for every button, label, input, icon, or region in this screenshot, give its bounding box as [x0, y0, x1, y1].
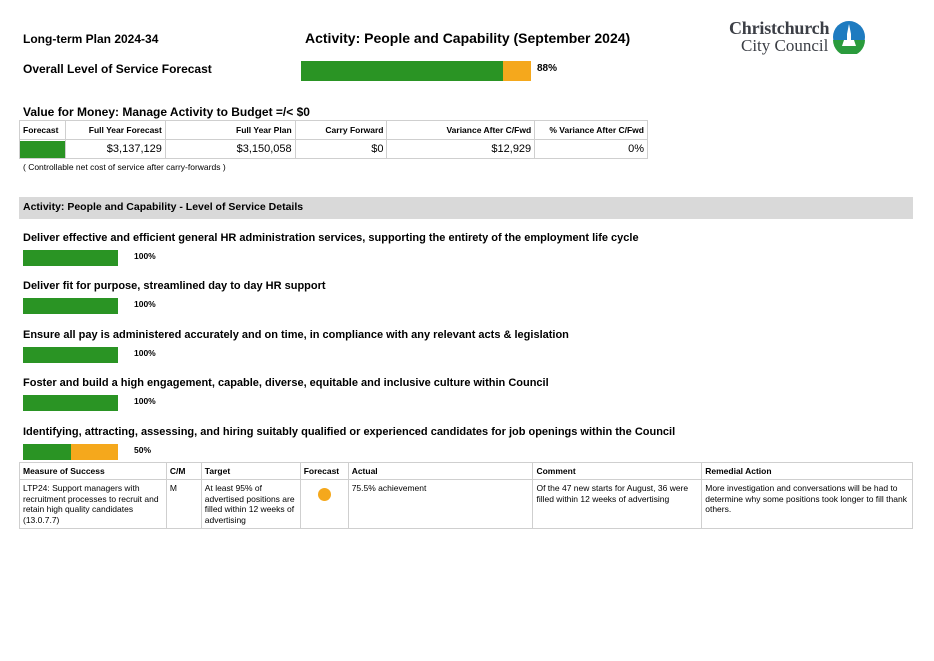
- column-header: Remedial Action: [702, 463, 913, 480]
- service-progress-bar: [23, 395, 118, 411]
- carry-forward: $0: [295, 140, 387, 159]
- progress-achieved: [23, 395, 118, 411]
- cm-value: M: [166, 480, 201, 529]
- budget-row: [20, 140, 648, 159]
- overall-progress-bar: [301, 61, 531, 81]
- full-year-forecast: $3,137,129: [65, 140, 165, 159]
- column-header: % Variance After C/Fwd: [535, 121, 648, 140]
- service-percent: 100%: [134, 299, 156, 309]
- column-header: Actual: [348, 463, 533, 480]
- council-logo: [727, 18, 869, 58]
- forecast-status-cell: [20, 140, 66, 159]
- progress-remaining: [71, 444, 119, 460]
- budget-note: ( Controllable net cost of service after carry-forwards ): [23, 162, 226, 172]
- column-header: Full Year Forecast: [65, 121, 165, 140]
- comment: Of the 47 new starts for August, 36 were filled within 12 weeks of advertising: [533, 480, 702, 529]
- service-progress-bar: [23, 250, 118, 266]
- actual: 75.5% achievement: [348, 480, 533, 529]
- budget-table: [19, 120, 648, 159]
- service-title: Foster and build a high engagement, capable, diverse, equitable and inclusive culture within Council: [23, 377, 549, 389]
- progress-achieved: [23, 250, 118, 266]
- service-title: Deliver effective and efficient general HR administration services, supporting the entirety of the employment life cycle: [23, 232, 639, 244]
- budget-header-row: [20, 121, 648, 140]
- column-header: C/M: [166, 463, 201, 480]
- service-progress-bar: [23, 444, 118, 460]
- service-title: Deliver fit for purpose, streamlined day to day HR support: [23, 280, 326, 292]
- column-header: Full Year Plan: [165, 121, 295, 140]
- progress-remaining: [503, 61, 531, 81]
- column-header: Forecast: [300, 463, 348, 480]
- column-header: Target: [201, 463, 300, 480]
- service-progress-bar: [23, 347, 118, 363]
- remedial-action: More investigation and conversations will be had to determine why some positions took longer to fill thank others.: [702, 480, 913, 529]
- column-header: Forecast: [20, 121, 66, 140]
- column-header: Variance After C/Fwd: [387, 121, 535, 140]
- logo-text-line2: City Council: [741, 36, 829, 55]
- percent-variance: 0%: [535, 140, 648, 159]
- column-header: Comment: [533, 463, 702, 480]
- section-title: Activity: People and Capability - Level of Service Details: [23, 201, 304, 213]
- overall-forecast-label: Overall Level of Service Forecast: [23, 62, 212, 76]
- measures-header-row: [20, 463, 913, 480]
- service-percent: 100%: [134, 251, 156, 261]
- service-percent: 100%: [134, 396, 156, 406]
- column-header: Measure of Success: [20, 463, 167, 480]
- progress-achieved: [23, 444, 71, 460]
- table-row: [20, 480, 913, 529]
- forecast-status-green: [20, 141, 65, 158]
- progress-achieved: [23, 298, 118, 314]
- service-title: Identifying, attracting, assessing, and hiring suitably qualified or experienced candidates for job openings within the Council: [23, 426, 676, 438]
- variance-after-cfwd: $12,929: [387, 140, 535, 159]
- value-for-money-title: Value for Money: Manage Activity to Budget =/< $0: [23, 105, 310, 119]
- logo-text-line1: Christchurch: [729, 18, 830, 38]
- full-year-plan: $3,150,058: [165, 140, 295, 159]
- forecast-cell: [300, 480, 348, 529]
- cathedral-icon: [832, 20, 866, 54]
- service-progress-bar: [23, 298, 118, 314]
- progress-achieved: [301, 61, 503, 81]
- measures-table: [19, 462, 913, 529]
- forecast-amber-dot-icon: [318, 488, 331, 501]
- target: At least 95% of advertised positions are filled within 12 weeks of advertising: [201, 480, 300, 529]
- measure-of-success: LTP24: Support managers with recruitment processes to recruit and retain high quality candidates (13.0.7.7): [20, 480, 167, 529]
- service-percent: 100%: [134, 348, 156, 358]
- service-percent: 50%: [134, 445, 152, 455]
- service-title: Ensure all pay is administered accurately and on time, in compliance with any relevant acts & legislation: [23, 329, 569, 341]
- plan-title: Long-term Plan 2024-34: [23, 32, 159, 46]
- progress-achieved: [23, 347, 118, 363]
- overall-percent: 88%: [537, 63, 558, 74]
- column-header: Carry Forward: [295, 121, 387, 140]
- page-title: Activity: People and Capability (September 2024): [305, 30, 631, 46]
